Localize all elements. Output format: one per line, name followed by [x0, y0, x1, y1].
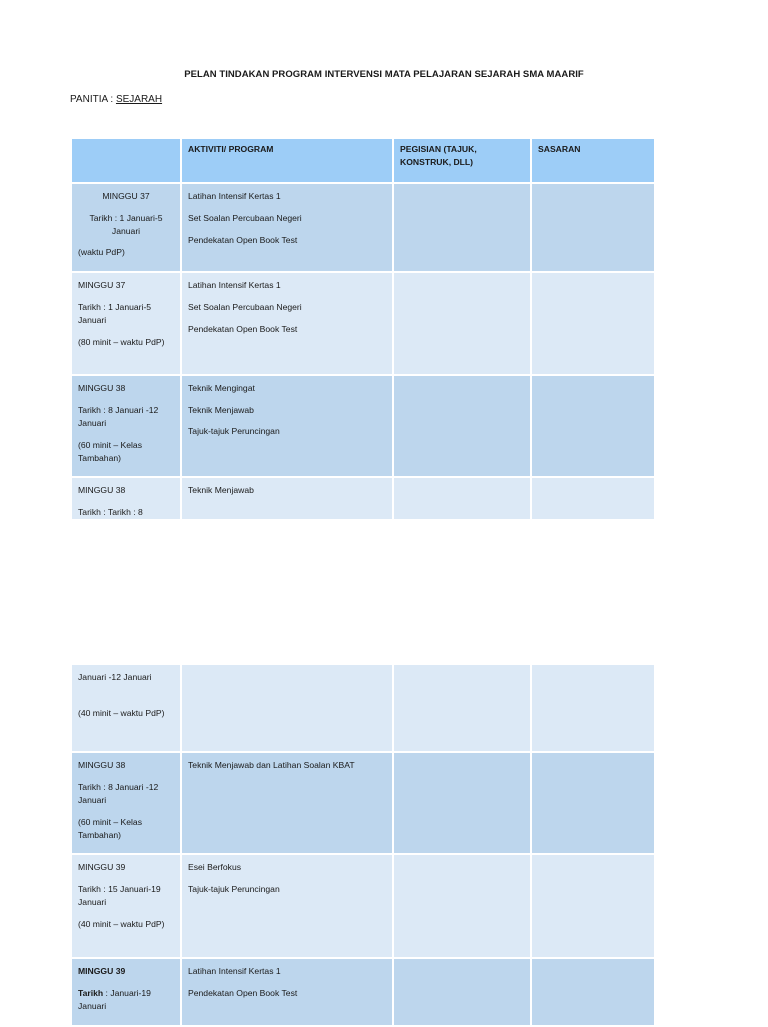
header-pegisian: PEGISIAN (TAJUK, KONSTRUK, DLL)	[393, 138, 531, 183]
minggu-cell	[71, 752, 181, 854]
aktiviti-cell	[181, 752, 393, 854]
sasaran-cell	[531, 958, 655, 1026]
minggu-label: MINGGU 39	[78, 862, 126, 872]
pegisian-cell	[393, 272, 531, 375]
aktiviti-item: Pendekatan Open Book Test	[188, 324, 298, 334]
table-row	[71, 752, 655, 854]
document-title: PELAN TINDAKAN PROGRAM INTERVENSI MATA PELAJARAN SEJARAH SMA MAARIF	[184, 69, 584, 80]
aktiviti-cell	[181, 664, 393, 752]
masa-text: (40 minit – waktu PdP)	[78, 708, 165, 718]
minggu-label: MINGGU 37	[78, 280, 126, 290]
tarikh-text: Januari -12 Januari	[78, 672, 152, 682]
minggu-cell	[71, 183, 181, 272]
table-row	[71, 272, 655, 375]
masa-text: (waktu PdP)	[78, 247, 125, 257]
sasaran-cell	[531, 477, 655, 520]
tarikh-text	[78, 987, 174, 1013]
intervention-table	[70, 137, 656, 521]
aktiviti-item: Latihan Intensif Kertas 1	[188, 191, 281, 201]
tarikh-text: Tarikh : Tarikh : 8	[78, 507, 143, 517]
sasaran-cell	[531, 664, 655, 752]
aktiviti-cell	[181, 183, 393, 272]
pegisian-cell	[393, 183, 531, 272]
tarikh-value: : Januari-19 Januari	[78, 988, 151, 1011]
header-minggu	[71, 138, 181, 183]
sasaran-cell	[531, 752, 655, 854]
minggu-cell	[71, 854, 181, 958]
header-aktiviti: AKTIVITI/ PROGRAM	[181, 138, 393, 183]
aktiviti-cell	[181, 375, 393, 477]
aktiviti-item: Pendekatan Open Book Test	[188, 988, 298, 998]
panitia-value: SEJARAH	[115, 94, 163, 105]
table-row	[71, 854, 655, 958]
masa-text: (60 minit – Kelas Tambahan)	[78, 817, 143, 840]
sasaran-cell	[531, 854, 655, 958]
aktiviti-cell	[181, 958, 393, 1026]
minggu-label: MINGGU 37	[102, 191, 150, 201]
aktiviti-item: Teknik Mengingat	[188, 383, 255, 393]
minggu-cell	[71, 272, 181, 375]
aktiviti-item: Pendekatan Open Book Test	[188, 235, 298, 245]
tarikh-label: Tarikh	[78, 988, 104, 998]
tarikh-text: Tarikh : 15 Januari-19 Januari	[78, 884, 161, 907]
aktiviti-item: Set Soalan Percubaan Negeri	[188, 302, 302, 312]
minggu-cell	[71, 375, 181, 477]
sasaran-cell	[531, 183, 655, 272]
tarikh-text: Tarikh : 1 Januari-5 Januari	[89, 213, 163, 236]
minggu-label: MINGGU 38	[78, 383, 126, 393]
aktiviti-cell	[181, 477, 393, 520]
minggu-cell	[71, 664, 181, 752]
minggu-cell	[71, 477, 181, 520]
table-row	[71, 477, 655, 520]
sasaran-cell	[531, 272, 655, 375]
aktiviti-item: Set Soalan Percubaan Negeri	[188, 213, 302, 223]
aktiviti-item: Tajuk-tajuk Peruncingan	[188, 884, 280, 894]
table-row	[71, 958, 655, 1026]
pegisian-cell	[393, 664, 531, 752]
intervention-table-continued	[70, 663, 656, 1027]
masa-text: (40 minit – waktu PdP)	[78, 919, 165, 929]
masa-text: (80 minit – waktu PdP)	[78, 337, 165, 347]
aktiviti-item: Teknik Menjawab	[188, 485, 254, 495]
aktiviti-item: Esei Berfokus	[188, 862, 242, 872]
table-header-row	[71, 138, 655, 183]
pegisian-cell	[393, 854, 531, 958]
panitia-line	[70, 94, 162, 105]
tarikh-text: Tarikh : 8 Januari -12 Januari	[78, 782, 159, 805]
minggu-label: MINGGU 38	[78, 760, 126, 770]
aktiviti-item: Tajuk-tajuk Peruncingan	[188, 426, 280, 436]
table-row	[71, 375, 655, 477]
aktiviti-item: Teknik Menjawab dan Latihan Soalan KBAT	[188, 760, 355, 770]
pegisian-cell	[393, 752, 531, 854]
minggu-label: MINGGU 39	[78, 966, 126, 976]
aktiviti-item: Latihan Intensif Kertas 1	[188, 966, 281, 976]
panitia-label: PANITIA :	[70, 94, 114, 105]
table-row	[71, 664, 655, 752]
aktiviti-item: Teknik Menjawab	[188, 405, 254, 415]
tarikh-text: Tarikh : 1 Januari-5 Januari	[78, 302, 152, 325]
minggu-label: MINGGU 38	[78, 485, 126, 495]
sasaran-cell	[531, 375, 655, 477]
aktiviti-item: Latihan Intensif Kertas 1	[188, 280, 281, 290]
pegisian-cell	[393, 477, 531, 520]
pegisian-cell	[393, 375, 531, 477]
header-sasaran: SASARAN	[531, 138, 655, 183]
minggu-cell	[71, 958, 181, 1026]
table-row	[71, 183, 655, 272]
masa-text: (60 minit – Kelas Tambahan)	[78, 440, 143, 463]
aktiviti-cell	[181, 854, 393, 958]
aktiviti-cell	[181, 272, 393, 375]
tarikh-text: Tarikh : 8 Januari -12 Januari	[78, 405, 159, 428]
pegisian-cell	[393, 958, 531, 1026]
